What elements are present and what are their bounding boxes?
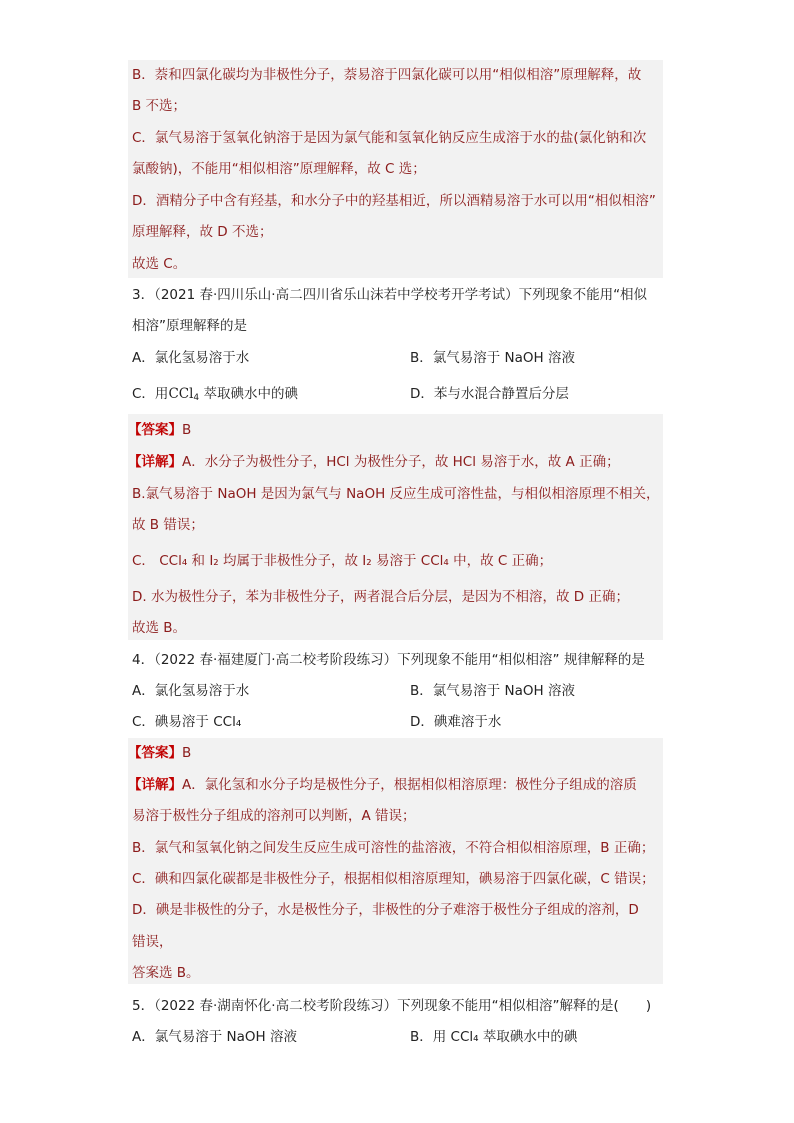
q4-stem: 4．（2022 春·福建厦门·高二校考阶段练习）下列现象不能用“相似相溶” 规律解释的是 xyxy=(132,652,645,668)
detail-line: A．水分子为极性分子，HCl 为极性分子，故 HCl 易溶于水，故 A 正确； xyxy=(182,454,620,470)
prev-answer-line: D．酒精分子中含有羟基，和水分子中的羟基相近，所以酒精易溶于水可以用“相似相溶” xyxy=(132,193,656,209)
q5-option-a: A．氯气易溶于 NaOH 溶液 xyxy=(132,1029,297,1045)
detail-tag: 【详解】 xyxy=(128,777,182,793)
detail-line: 易溶于极性分子组成的溶剂可以判断，A 错误； xyxy=(132,808,416,824)
q4-detail xyxy=(128,775,637,795)
detail-line: 错误， xyxy=(132,934,173,950)
detail-tag: 【详解】 xyxy=(128,454,182,470)
q4-answer xyxy=(128,743,191,763)
prev-answer-line: C．氯气易溶于氢氧化钠溶于是因为氯气能和氢氧化钠反应生成溶于水的盐(氯化钠和次 xyxy=(132,130,647,146)
q3-stem-cont: 相溶”原理解释的是 xyxy=(132,318,247,334)
q3-option-c-text: 萃取碘水中的碘 xyxy=(203,386,298,402)
detail-line: B．氯气和氢氧化钠之间发生反应生成可溶性的盐溶液，不符合相似相溶原理，B 正确； xyxy=(132,840,655,856)
prev-answer-line: 氯酸钠)，不能用“相似相溶”原理解释，故 C 选； xyxy=(132,161,426,177)
q3-option-a: A．氯化氢易溶于水 xyxy=(132,350,250,366)
q4-option-d: D．碘难溶于水 xyxy=(410,714,502,730)
q3-answer xyxy=(128,420,191,440)
detail-line: D．碘是非极性的分子，水是极性分子，非极性的分子难溶于极性分子组成的溶剂，D xyxy=(132,902,639,918)
detail-line: C． CCl₄ 和 I₂ 均属于非极性分子，故 I₂ 易溶于 CCl₄ 中，故 C 正确； xyxy=(132,553,553,569)
q3-detail xyxy=(128,452,620,472)
detail-line: D. 水为极性分子，苯为非极性分子，两者混合后分层，是因为不相溶，故 D 正确； xyxy=(132,589,629,605)
q3-option-b: B．氯气易溶于 NaOH 溶液 xyxy=(410,350,575,366)
prev-answer-line: B．萘和四氯化碳均为非极性分子，萘易溶于四氯化碳可以用“相似相溶”原理解释，故 xyxy=(132,67,642,83)
detail-line: C．碘和四氯化碳都是非极性分子，根据相似相溶原理知，碘易溶于四氯化碳，C 错误； xyxy=(132,871,655,887)
answer-tag: 【答案】 xyxy=(128,745,182,761)
detail-line: B.氯气易溶于 NaOH 是因为氯气与 NaOH 反应生成可溶性盐，与相似相溶原理不相关， xyxy=(132,486,660,502)
detail-line: 答案选 B。 xyxy=(132,965,200,981)
q4-option-c: C．碘易溶于 CCl₄ xyxy=(132,714,242,730)
q3-option-c xyxy=(132,384,298,408)
answer-value: B xyxy=(182,422,192,438)
q3-option-d: D．苯与水混合静置后分层 xyxy=(410,386,569,402)
answer-value: B xyxy=(182,745,192,761)
q3-option-c-formula: CCl xyxy=(168,386,194,402)
q5-option-b: B．用 CCl₄ 萃取碘水中的碘 xyxy=(410,1029,578,1045)
q5-stem: 5．（2022 春·湖南怀化·高二校考阶段练习）下列现象不能用“相似相溶”解释的是( ) xyxy=(132,998,652,1014)
q4-option-a: A．氯化氢易溶于水 xyxy=(132,683,250,699)
q4-option-b: B．氯气易溶于 NaOH 溶液 xyxy=(410,683,575,699)
prev-answer-line: 原理解释，故 D 不选； xyxy=(132,224,273,240)
prev-answer-line: 故选 C。 xyxy=(132,256,187,272)
answer-tag: 【答案】 xyxy=(128,422,182,438)
detail-line: 故选 B。 xyxy=(132,620,187,636)
prev-answer-line: B 不选； xyxy=(132,98,187,114)
q3-option-c-prefix: C．用 xyxy=(132,386,169,402)
q3-option-c-subscript: 4 xyxy=(193,393,200,403)
q3-stem: 3．（2021 春·四川乐山·高二四川省乐山沫若中学校考开学考试）下列现象不能用“相似 xyxy=(132,287,648,303)
detail-line: A．氯化氢和水分子均是极性分子，根据相似相溶原理：极性分子组成的溶质 xyxy=(182,777,637,793)
detail-line: 故 B 错误； xyxy=(132,517,204,533)
